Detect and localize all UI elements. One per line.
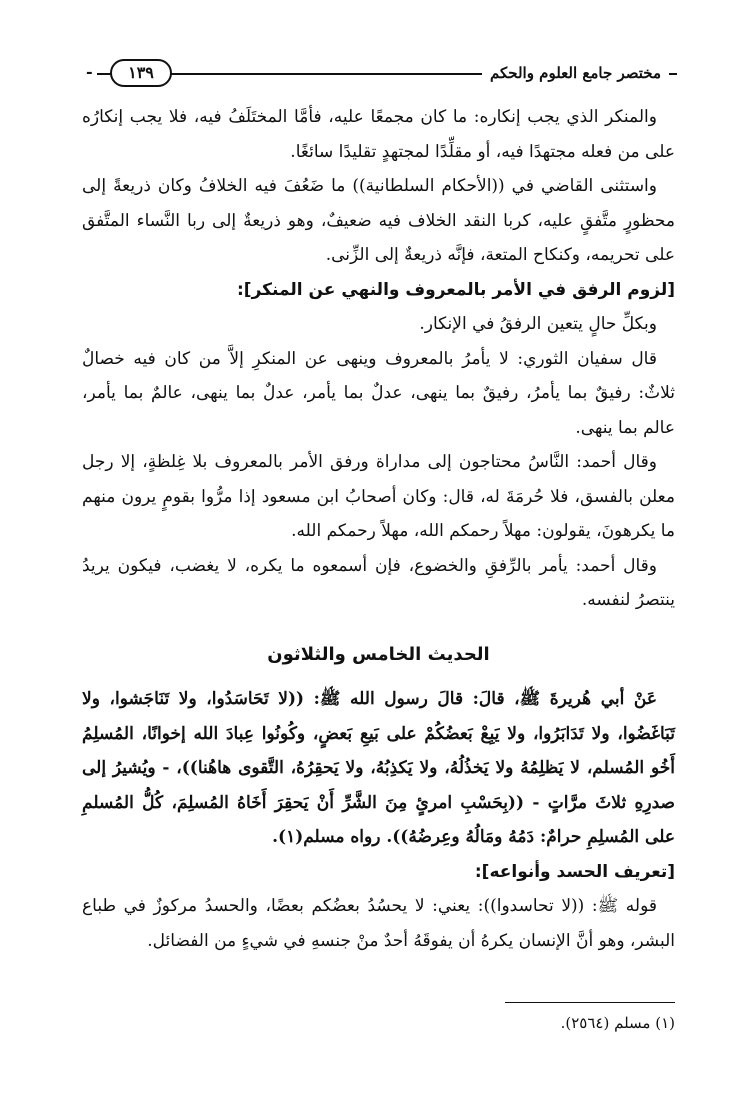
section-heading: [تعريف الحسد وأنواعه]: bbox=[474, 861, 675, 882]
paragraph: وقال أحمد: يأمر بالرِّفقِ والخضوع، فإن أسمعوه ما يكره، لا يغضب، فيكون يريدُ ينتصرُ لنفسه. bbox=[82, 555, 675, 610]
paragraph: وقال أحمد: النَّاسُ محتاجون إلى مداراة ورفق الأمر بالمعروف بلا غِلظةٍ، إلا رجل معلن بالفسق، فلا حُرمَةَ له، قال: وكان أصحابُ ابن مسعود إذا مرُّوا بقومٍ يرون منهم ما يكرهونَ، يقولون: مهلاً رحمكم الله، مهلاً رحمكم الله. bbox=[82, 452, 675, 541]
paragraph: قال سفيان الثوري: لا يأمرُ بالمعروف وينهى عن المنكرِ إلاَّ من كان فيه خصالٌ ثلاثٌ: رفيقٌ بما يأمرُ، رفيقٌ بما ينهى، عدلٌ بما يأمر، عدلٌ بما ينهى، عالمٌ بما يأمر، عالم بما ينهى. bbox=[82, 348, 675, 438]
hadith-text: عَنْ أبي هُريرةَ ﷺ، قالَ: قالَ رسول الله ﷺ: ((لا تَحَاسَدُوا، ولا تَنَاجَشوا، ولا تَبَاغَضُوا، ولا تَدَابَرُوا، ولا يَبِعْ بَعضُكُمْ على بَيعِ بَعضٍ، وكُونُوا عِبادَ الله إخوانًا، المُسلِمُ أَخُو المُسلم، لا يَظلِمُهُ ولا يَخذُلُهُ، ولا يَكذِبُهُ، ولا يَحقِرُهُ، التَّقوى هاهُنا))، - ويُشيرُ إلى صدرِهِ ثلاثَ مرَّاتٍ - ((بِحَسْبِ امرئٍ مِنَ الشَّرِّ أَنْ يَحقِرَ أَخَاهُ المُسلِمَ، كُلُّ المُسلمِ على المُسلِمِ حرامٌ: دَمُهُ ومَالُهُ وعِرضُهُ)). رواه مسلم(١). bbox=[82, 689, 675, 847]
footnote: (١) مسلم (٢٥٦٤). bbox=[560, 1014, 675, 1032]
paragraph: والمنكر الذي يجب إنكاره: ما كان مجمعًا عليه، فأمَّا المختَلَفُ فيه، فلا يجب إنكارُه على من فعله مجتهدًا فيه، أو مقلِّدًا لمجتهدٍ تقليدًا سائغًا. bbox=[82, 107, 675, 162]
paragraph: قوله ﷺ: ((لا تحاسدوا)): يعني: لا يحسُدُ بعضُكم بعضًا، والحسدُ مركوزٌ في طباع البشر، وهو أنَّ الإنسان يكرهُ أن يفوقَهُ أحدٌ منْ جنسهِ في شيءٍ من الفضائل. bbox=[82, 896, 675, 951]
page-number: ١٣٩ bbox=[110, 59, 172, 87]
section-heading: [لزوم الرفق في الأمر بالمعروف والنهي عن المنكر]: bbox=[237, 279, 675, 300]
footnote-divider bbox=[505, 1002, 675, 1003]
book-title: مختصر جامع العلوم والحكم bbox=[482, 60, 669, 86]
paragraph: واستثنى القاضي في ((الأحكام السلطانية)) ما ضَعُفَ فيه الخلافُ وكان ذريعةً إلى محظورٍ متَّفقٍ عليه، كربا النقد الخلاف فيه ضعيفٌ، وهو ذريعةٌ إلى ربا النَّساء المتَّفق على تحريمه، وكنكاح المتعة، فإنَّه ذريعةٌ إلى الزِّنى. bbox=[82, 176, 675, 265]
header-dash: - bbox=[82, 62, 97, 82]
body-text bbox=[82, 100, 675, 958]
running-header bbox=[82, 56, 677, 92]
paragraph: وبكلِّ حالٍ يتعين الرفقُ في الإنكار. bbox=[419, 314, 657, 334]
hadith-heading: الحديث الخامس والثلاثون bbox=[267, 643, 490, 665]
